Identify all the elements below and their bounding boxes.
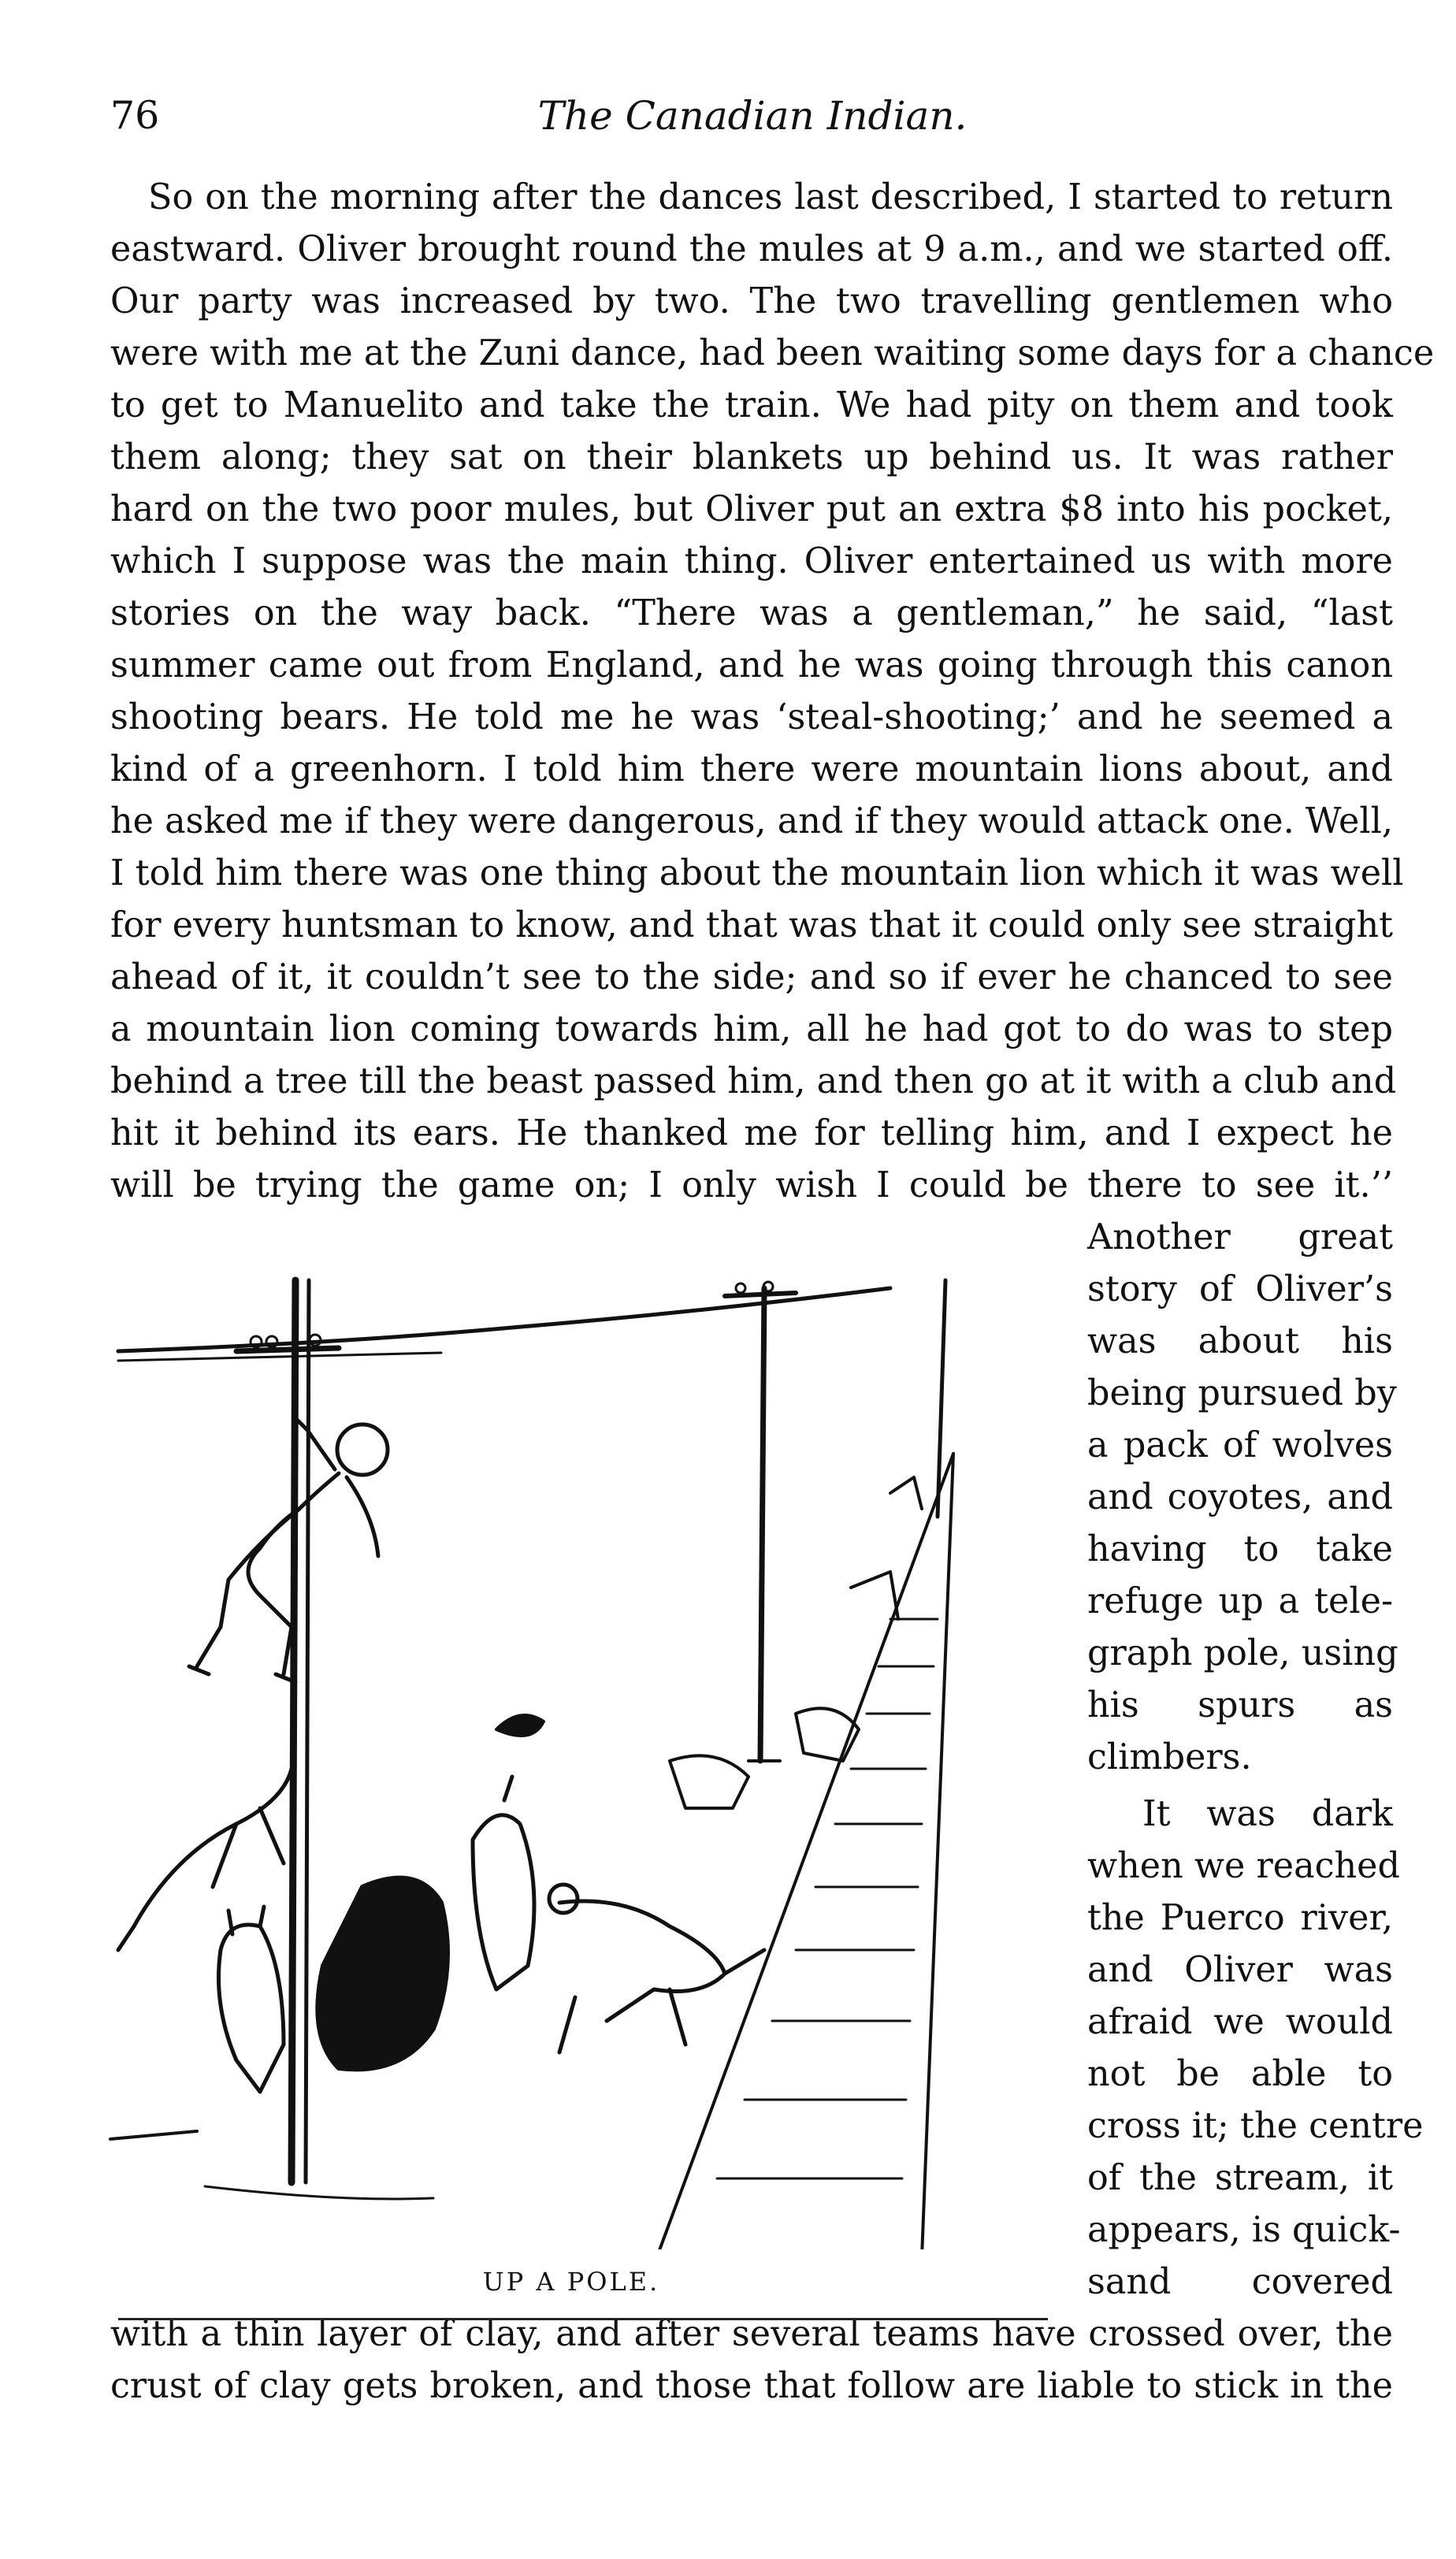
text-line: I told him there was one thing about the mountain lion which it was well: [110, 853, 1404, 893]
page-header: [110, 88, 1395, 143]
pen-drawing: [102, 1257, 1064, 2249]
man-climbing-pole: [189, 1418, 388, 1682]
text-line: having to take: [1087, 1529, 1393, 1569]
ground-line: [110, 2131, 197, 2139]
coyote-sitting: [219, 1907, 284, 2092]
text-line: stories on the way back. “There was a gentleman,” he said, “last: [110, 593, 1393, 633]
telegraph-wire: [118, 1353, 441, 1361]
wolf-standing-black: [318, 1878, 448, 2070]
pole-crossarm: [236, 1348, 339, 1351]
text-line: graph pole, using: [1087, 1633, 1398, 1673]
text-line: kind of a greenhorn. I told him there were mountain lions about, and: [110, 749, 1393, 789]
text-line: appears, is quick-: [1087, 2210, 1401, 2250]
text-line: and Oliver was: [1087, 1950, 1393, 1990]
rail-track: [922, 1454, 953, 2249]
text-line: being pursued by: [1087, 1373, 1397, 1413]
telegraph-pole-distant: [760, 1288, 764, 1761]
text-line: hit it behind its ears. He thanked me for telling him, and I expect he: [110, 1113, 1393, 1153]
text-line: of the stream, it: [1087, 2158, 1393, 2198]
text-line: behind a tree till the beast passed him, and then go at it with a club and: [110, 1061, 1397, 1101]
text-line: with a thin layer of clay, and after several teams have crossed over, the: [110, 2314, 1393, 2354]
text-line: his spurs as: [1087, 1685, 1393, 1725]
wolf-howling: [473, 1777, 534, 1989]
text-line: Another great: [1087, 1217, 1393, 1257]
text-line: cross it; the centre: [1087, 2106, 1424, 2146]
text-line: not be able to: [1087, 2054, 1393, 2094]
text-line: when we reached: [1087, 1846, 1401, 1886]
pole-crossarm: [725, 1293, 796, 1296]
running-title: The Canadian Indian.: [537, 93, 968, 139]
coyote-running: [549, 1885, 764, 2052]
text-line: which I suppose was the main thing. Oliver entertained us with more: [110, 541, 1393, 581]
rail-ties: [717, 1619, 938, 2178]
text-line: them along; they sat on their blankets up behind us. It was rather: [110, 437, 1393, 477]
text-line: a mountain lion coming towards him, all he had got to do was to step: [110, 1009, 1393, 1049]
text-line: afraid we would: [1087, 2002, 1393, 2042]
text-line: will be trying the game on; I only wish I could be there to see it.’’: [110, 1165, 1393, 1205]
figure-rule: [118, 2318, 1048, 2320]
text-line: the Puerco river,: [1087, 1898, 1393, 1938]
text-line: eastward. Oliver brought round the mules at 9 a.m., and we started off.: [110, 229, 1393, 269]
wolf-leaping: [118, 1769, 292, 1950]
rail-track: [654, 1454, 953, 2249]
text-line: crust of clay gets broken, and those that follow are liable to stick in the: [110, 2366, 1393, 2406]
text-line: and coyotes, and: [1087, 1477, 1393, 1517]
text-line: shooting bears. He told me he was ‘steal-shooting;’ and he seemed a: [110, 697, 1393, 737]
telegraph-pole: [292, 1280, 295, 2182]
falling-hat: [496, 1715, 544, 1736]
text-line: for every huntsman to know, and that was that it could only see straight: [110, 905, 1393, 945]
text-line: summer came out from England, and he was going through this canon: [110, 645, 1393, 685]
text-line: climbers.: [1087, 1737, 1252, 1777]
text-line: he asked me if they were dangerous, and if they would attack one. Well,: [110, 801, 1393, 841]
text-line: It was dark: [1142, 1794, 1393, 1834]
text-line: was about his: [1087, 1321, 1393, 1361]
illustration-up-a-pole: [102, 1257, 1064, 2249]
telegraph-wire: [118, 1288, 890, 1351]
text-line: ahead of it, it couldn’t see to the side; and so if ever he chanced to see: [110, 957, 1393, 997]
text-line: were with me at the Zuni dance, had been waiting some days for a chance: [110, 333, 1435, 373]
figure-caption: UP A POLE.: [482, 2267, 660, 2297]
text-line: sand covered: [1087, 2262, 1393, 2302]
text-line: Our party was increased by two. The two travelling gentlemen who: [110, 281, 1393, 321]
text-line: hard on the two poor mules, but Oliver put an extra $8 into his pocket,: [110, 489, 1393, 529]
text-line: to get to Manuelito and take the train. We had pity on them and took: [110, 385, 1393, 425]
telegraph-pole: [306, 1280, 309, 2182]
text-line: refuge up a tele-: [1087, 1581, 1393, 1621]
text-line: So on the morning after the dances last described, I started to return: [148, 177, 1393, 217]
text-line: story of Oliver’s: [1087, 1269, 1393, 1309]
page-number: 76: [110, 93, 160, 138]
text-line: a pack of wolves: [1087, 1425, 1393, 1465]
ground-line: [205, 2186, 433, 2199]
insulator: [736, 1283, 745, 1293]
